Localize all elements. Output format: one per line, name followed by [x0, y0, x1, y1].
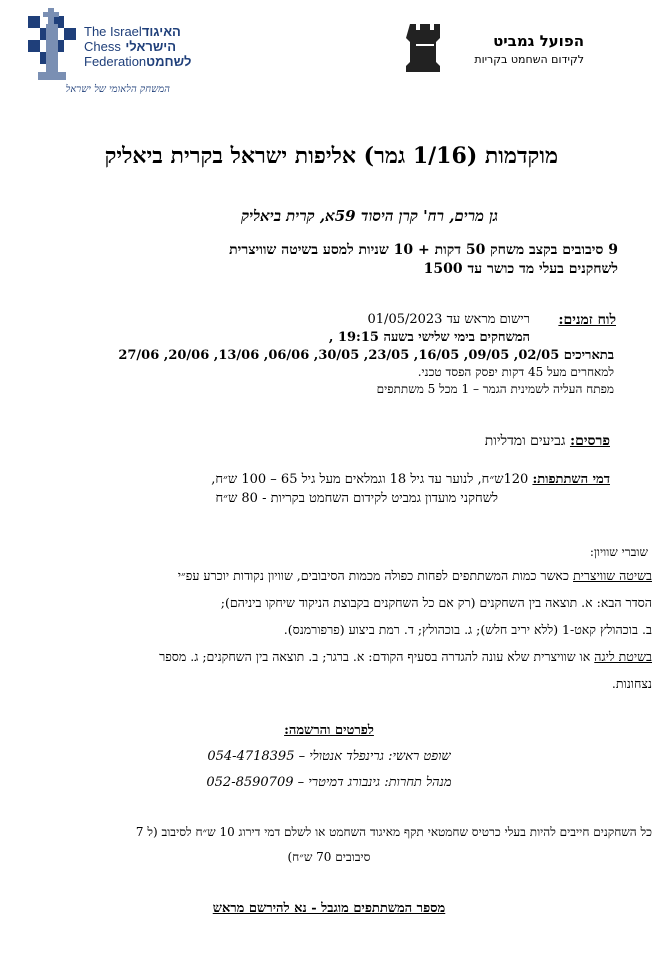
hapoel-gambit-title: הפועל גמביט — [493, 32, 584, 50]
membership-line-2: סיבובים 70 ש״ח) — [287, 850, 371, 864]
fees-line-2: לשחקני מועדון גמביט לקידום השחמט בקריות - 80 ש״ח — [215, 491, 498, 506]
schedule-qualify: מפתח העליה לשמינית הגמר – 1 מכל 5 משתתפים — [376, 382, 614, 396]
fees-text-1: 120ש״ח, לנוער עד גיל 18 וגמלאים מעל גיל 65 – 100 ש״ח, — [211, 472, 529, 487]
page-title: מוקדמות (1/16 גמר) אליפות ישראל בקרית ביאליק — [104, 143, 558, 169]
ifc-english-line-3: Federation — [84, 54, 147, 69]
schedule-dates: בתאריכים 02/05, 09/05, 16/05, 23/05, 30/05, 06/06, 13/06, 20/06, 27/06 — [118, 348, 614, 363]
ifc-english-line-2: Chess — [84, 39, 121, 54]
israel-chess-federation-logo — [22, 4, 192, 108]
schedule-label: לוח זמנים: — [558, 312, 616, 328]
swiss-text: כאשר כמות המשתתפים לפחות כפולה מכמות הסיבובים, שוויון נקודות יוכרע עפ״י — [177, 568, 570, 583]
ifc-tagline: המשחק הלאומי של ישראל — [65, 84, 170, 95]
contact-heading: לפרטים והרשמה: — [284, 723, 374, 738]
prizes-label: פרסים: — [569, 433, 610, 449]
chess-king-icon — [22, 6, 84, 90]
chess-rook-icon — [406, 22, 444, 74]
fees-label: דמי השתתפות: — [532, 472, 610, 487]
ifc-hebrew-line-2: הישראלי — [125, 39, 176, 54]
tiebreaks-wins: נצחונות. — [611, 676, 652, 691]
prizes — [485, 433, 610, 450]
tiebreaks-order-line: הסדר הבא: א. תוצאה בין השחקנים (רק אם כל השחקנים בקבוצת הניקוד שיחקו ביניהם); — [220, 595, 652, 610]
ifc-hebrew-line-1: האיגוד — [141, 24, 181, 39]
tiebreaks-league-line — [159, 649, 652, 665]
schedule-play-time: המשחקים בימי שלישי בשעה 19:15 , — [328, 330, 530, 345]
membership-line-1: כל השחקנים חייבים להיות בעלי כרטיס שחמטאי תקף מאיגוד השחמט או לשלם דמי דירוג 10 ש״ח לסיבוב (ל 7 — [135, 825, 652, 839]
contact-arbiter: שופט ראשי: גרינפלד אנטולי – 054-4718395 — [207, 749, 451, 764]
hapoel-gambit-subtitle: לקידום השחמט בקריות — [474, 53, 584, 66]
tiebreaks-b-line: ב. בוכהולץ קאט-1 (ללא יריב חלש); ג. בוכהולץ; ד. רמת ביצוע (פרפורמנס). — [283, 622, 652, 637]
schedule-registration: רישום מראש עד 01/05/2023 — [367, 312, 530, 327]
fees-line-1 — [211, 471, 610, 487]
ifc-english-line-1: The Israel — [84, 24, 142, 39]
league-label: בשיטת ליגה — [594, 649, 652, 664]
tiebreaks-heading: שוברי שוויון: — [589, 545, 648, 559]
hapoel-gambit-logo — [400, 20, 584, 80]
swiss-label: בשיטה שוויצרית — [573, 568, 652, 583]
schedule-late-note: למאחרים מעל 45 דקות יפסק הפסד טכני. — [417, 365, 614, 379]
format-line-1: 9 סיבובים בקצב משחק 50 דקות + 10 שניות למסע בשיטה שוויצרית — [229, 242, 618, 258]
tiebreaks-swiss-line — [178, 568, 652, 584]
venue: גן מרים, רח' קרן היסוד 59א, קרית ביאליק — [241, 207, 498, 225]
format-line-2: לשחקנים בעלי מד כושר עד 1500 — [423, 261, 618, 277]
contact-director: מנהל תחרות: גינבורג דמיטרי – 052-8590709 — [206, 775, 452, 790]
registration-notice: מספר המשתתפים מוגבל - נא להירשם מראש — [212, 901, 446, 916]
ifc-hebrew-line-3: לשחמט — [146, 54, 192, 69]
league-text: או שוויצרית שלא עונה להגדרה בסעיף הקודם: א. ברגר; ב. תוצאה בין השחקנים; ג. מספר — [159, 649, 591, 664]
prizes-text: גביעים ומדליות — [484, 433, 566, 449]
